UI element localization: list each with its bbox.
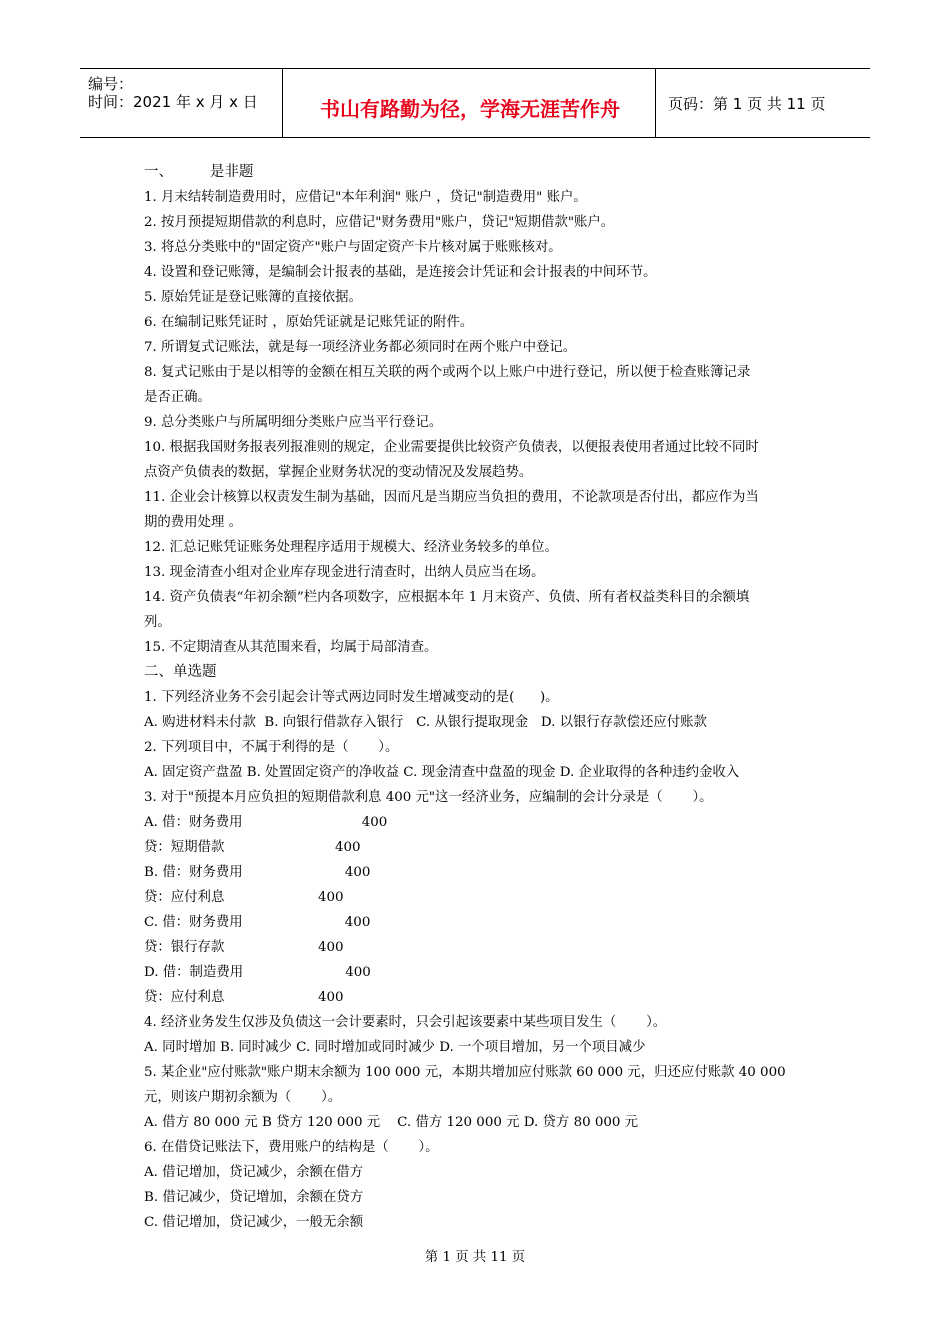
text-line: 2. 下列项目中，不属于利得的是（ ）。: [144, 740, 399, 755]
text-line: 是否正确。: [144, 390, 211, 405]
header-motto: 书山有路勤为径，学海无涯苦作舟: [320, 97, 620, 121]
doc-number-label: 编号：: [88, 75, 134, 93]
text-line: A. 借：财务费用 400: [144, 815, 388, 830]
text-line: 期的费用处理 。: [144, 515, 242, 530]
text-line: 7. 所谓复式记账法，就是每一项经济业务都必须同时在两个账户中登记。: [144, 340, 577, 355]
text-line: 4. 设置和登记账簿，是编制会计报表的基础，是连接会计凭证和会计报表的中间环节。: [144, 265, 657, 280]
text-line: 11. 企业会计核算以权责发生制为基础，因而凡是当期应当负担的费用，不论款项是否付出，都应作为当: [144, 490, 759, 505]
text-line: B. 借记减少，贷记增加，余额在贷方: [144, 1190, 364, 1205]
text-line: A. 购进材料未付款 B. 向银行借款存入银行 C. 从银行提取现金 D. 以银行存款偿还应付账款: [144, 715, 707, 730]
document-body: [144, 160, 812, 1235]
text-line: 贷：短期借款 400: [144, 840, 361, 855]
header-divider: [282, 69, 283, 137]
text-line: 1. 月末结转制造费用时，应借记"本年利润" 账户 ，贷记"制造费用" 账户。: [144, 190, 587, 205]
text-line: 5. 某企业"应付账款"账户期末余额为 100 000 元，本期共增加应付账款 60 000 元，归还应付账款 40 000: [144, 1065, 786, 1080]
text-line: 4. 经济业务发生仅涉及负债这一会计要素时，只会引起该要素中某些项目发生（ ）。: [144, 1015, 667, 1030]
text-line: 3. 对于"预提本月应负担的短期借款利息 400 元"这一经济业务，应编制的会计分录是（ ）。: [144, 790, 713, 805]
section-heading: 一、 是非题: [144, 164, 254, 180]
text-line: 贷：应付利息 400: [144, 890, 344, 905]
header-divider: [655, 69, 656, 137]
text-line: 6. 在借贷记账法下，费用账户的结构是（ ）。: [144, 1140, 439, 1155]
text-line: 2. 按月预提短期借款的利息时，应借记"财务费用"账户，贷记"短期借款"账户。: [144, 215, 615, 230]
text-line: 10. 根据我国财务报表列报准则的规定，企业需要提供比较资产负债表，以便报表使用者通过比较不同时: [144, 440, 759, 455]
text-line: 贷：应付利息 400: [144, 990, 344, 1005]
text-line: 贷：银行存款 400: [144, 940, 344, 955]
header-page-info: 页码：第 1 页 共 11 页: [668, 95, 826, 113]
text-line: 13. 现金清查小组对企业库存现金进行清查时，出纳人员应当在场。: [144, 565, 545, 580]
text-line: A. 固定资产盘盈 B. 处置固定资产的净收益 C. 现金清查中盘盈的现金 D. 企业取得的各种违约金收入: [144, 765, 740, 780]
text-line: D. 借：制造费用 400: [144, 965, 371, 980]
text-line: 12. 汇总记账凭证账务处理程序适用于规模大、经济业务较多的单位。: [144, 540, 558, 555]
text-line: 9. 总分类账户与所属明细分类账户应当平行登记。: [144, 415, 443, 430]
text-line: 8. 复式记账由于是以相等的金额在相互关联的两个或两个以上账户中进行登记，所以便于检查账簿记录: [144, 365, 751, 380]
text-line: 5. 原始凭证是登记账簿的直接依据。: [144, 290, 362, 305]
text-line: A. 借记增加，贷记减少，余额在借方: [144, 1165, 364, 1180]
text-line: 列。: [144, 615, 171, 630]
text-line: 15. 不定期清查从其范围来看，均属于局部清查。: [144, 640, 438, 655]
text-line: C. 借记增加，贷记减少，一般无余额: [144, 1215, 364, 1230]
page-footer: 第 1 页 共 11 页: [424, 1250, 526, 1265]
text-line: A. 同时增加 B. 同时减少 C. 同时增加或同时减少 D. 一个项目增加，另一个项目减少: [144, 1040, 646, 1055]
text-line: C. 借：财务费用 400: [144, 915, 371, 930]
doc-date: 时间：2021 年 x 月 x 日: [88, 93, 258, 111]
text-line: 点资产负债表的数据，掌握企业财务状况的变动情况及发展趋势。: [144, 465, 533, 480]
text-line: 6. 在编制记账凭证时 ，原始凭证就是记账凭证的附件。: [144, 315, 474, 330]
text-line: 14. 资产负债表“年初余额”栏内各项数字，应根据本年 1 月末资产、负债、所有者权益类科目的余额填: [144, 590, 750, 605]
section-heading: 二、单选题: [144, 664, 217, 680]
text-line: A. 借方 80 000 元 B 贷方 120 000 元 C. 借方 120 000 元 D. 贷方 80 000 元: [144, 1115, 639, 1130]
text-line: 1. 下列经济业务不会引起会计等式两边同时发生增减变动的是( )。: [144, 690, 559, 705]
text-line: B. 借：财务费用 400: [144, 865, 371, 880]
text-line: 3. 将总分类账中的"固定资产"账户与固定资产卡片核对属于账账核对。: [144, 240, 562, 255]
page-header: [80, 68, 870, 138]
text-line: 元，则该户期初余额为（ ）。: [144, 1090, 342, 1105]
